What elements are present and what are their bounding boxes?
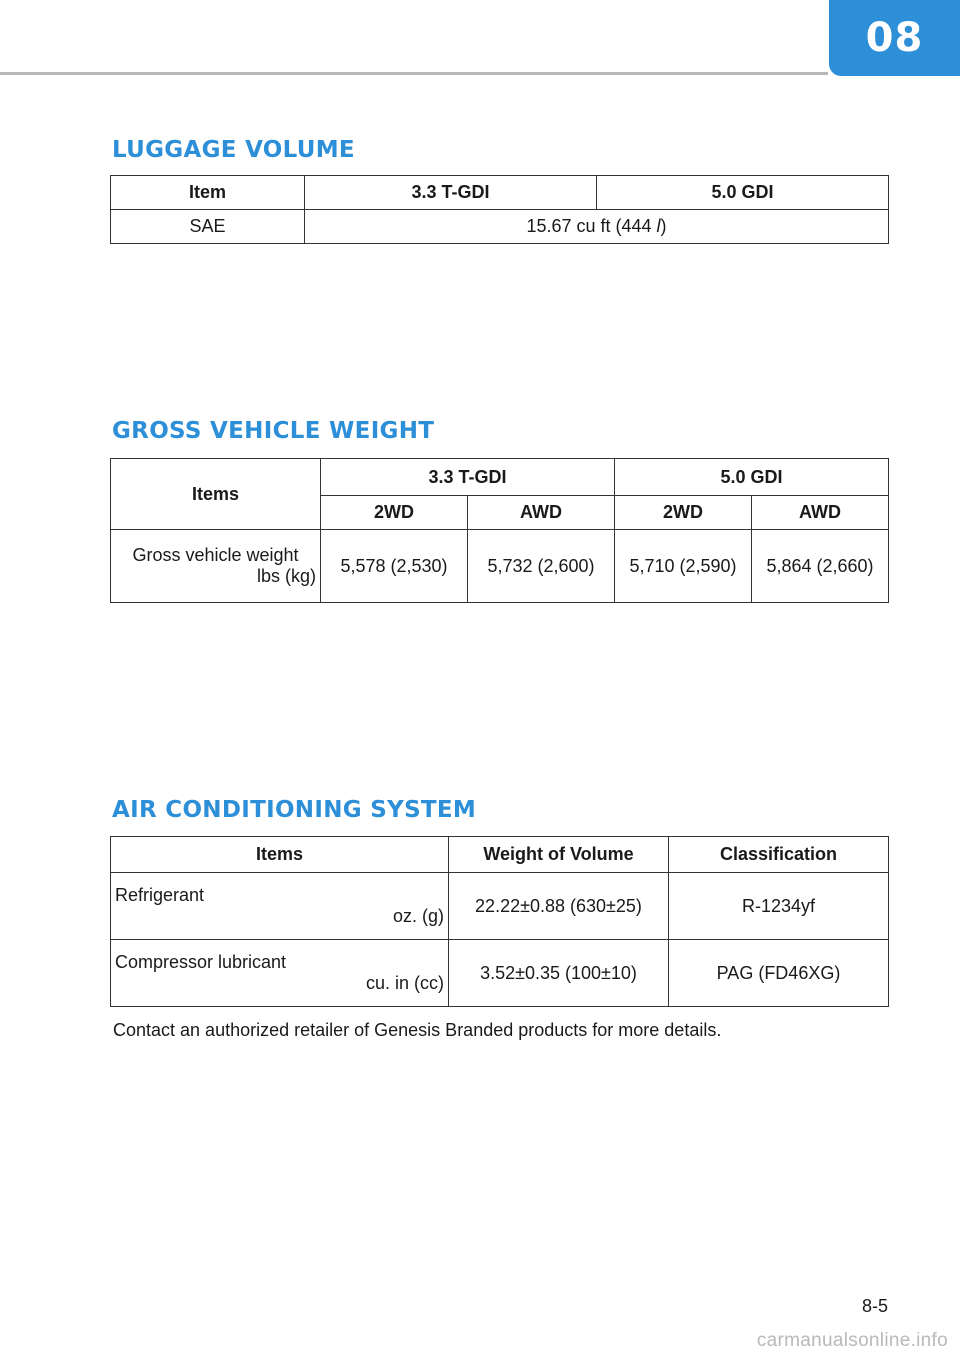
row-unit: oz. (g) <box>392 906 444 926</box>
value-cell: 5,578 (2,530) <box>321 530 468 603</box>
liter-unit: l <box>656 216 661 236</box>
table-header-row <box>111 837 889 873</box>
table-row <box>111 530 889 603</box>
header-cell: AWD <box>468 496 615 530</box>
row-label: Gross vehicle weight <box>132 545 299 565</box>
header-cell: Items <box>111 837 449 873</box>
table-header-row <box>111 176 889 210</box>
page-number: 8-5 <box>861 1296 888 1316</box>
header-cell: Classification <box>669 837 889 873</box>
header-cell: 3.3 T-GDI <box>305 176 597 210</box>
value-cell: 22.22±0.88 (630±25) <box>449 873 669 940</box>
air-conditioning-title: AIR CONDITIONING SYSTEM <box>112 797 477 823</box>
luggage-volume-title: LUGGAGE VOLUME <box>112 137 355 163</box>
header-cell: 2WD <box>615 496 752 530</box>
value-cell: 5,864 (2,660) <box>752 530 889 603</box>
gross-vehicle-weight-table <box>110 458 889 603</box>
header-cell: AWD <box>752 496 889 530</box>
header-cell: 5.0 GDI <box>597 176 889 210</box>
header-rule <box>0 72 828 75</box>
header-cell: Item <box>111 176 305 210</box>
chapter-tab: 08 <box>829 0 960 76</box>
row-label: Compressor lubricant <box>115 952 287 972</box>
table-row <box>111 210 889 244</box>
row-label-cell <box>111 873 449 940</box>
table-row <box>111 940 889 1007</box>
value-cell: R-1234yf <box>669 873 889 940</box>
row-unit: cu. in (cc) <box>365 973 444 993</box>
value-cell: 3.52±0.35 (100±10) <box>449 940 669 1007</box>
header-cell: 5.0 GDI <box>615 459 889 496</box>
table-header-row <box>111 459 889 496</box>
header-cell: Items <box>111 459 321 530</box>
header-cell: 2WD <box>321 496 468 530</box>
table-row <box>111 873 889 940</box>
luggage-value: 15.67 cu ft (444 <box>526 216 652 236</box>
row-label: SAE <box>111 210 305 244</box>
air-conditioning-table <box>110 836 889 1007</box>
row-label: Refrigerant <box>115 885 205 905</box>
contact-note: Contact an authorized retailer of Genesis Branded products for more details. <box>113 1020 722 1040</box>
row-unit: lbs (kg) <box>256 566 316 586</box>
gross-vehicle-weight-title: GROSS VEHICLE WEIGHT <box>112 418 435 444</box>
luggage-close: ) <box>660 216 667 236</box>
row-label-cell <box>111 940 449 1007</box>
header-cell: Weight of Volume <box>449 837 669 873</box>
value-cell: 5,732 (2,600) <box>468 530 615 603</box>
value-cell <box>305 210 889 244</box>
row-label-cell <box>111 530 321 603</box>
header-cell: 3.3 T-GDI <box>321 459 615 496</box>
value-cell: PAG (FD46XG) <box>669 940 889 1007</box>
watermark: carmanualsonline.info <box>756 1330 948 1351</box>
value-cell: 5,710 (2,590) <box>615 530 752 603</box>
luggage-volume-table <box>110 175 889 244</box>
